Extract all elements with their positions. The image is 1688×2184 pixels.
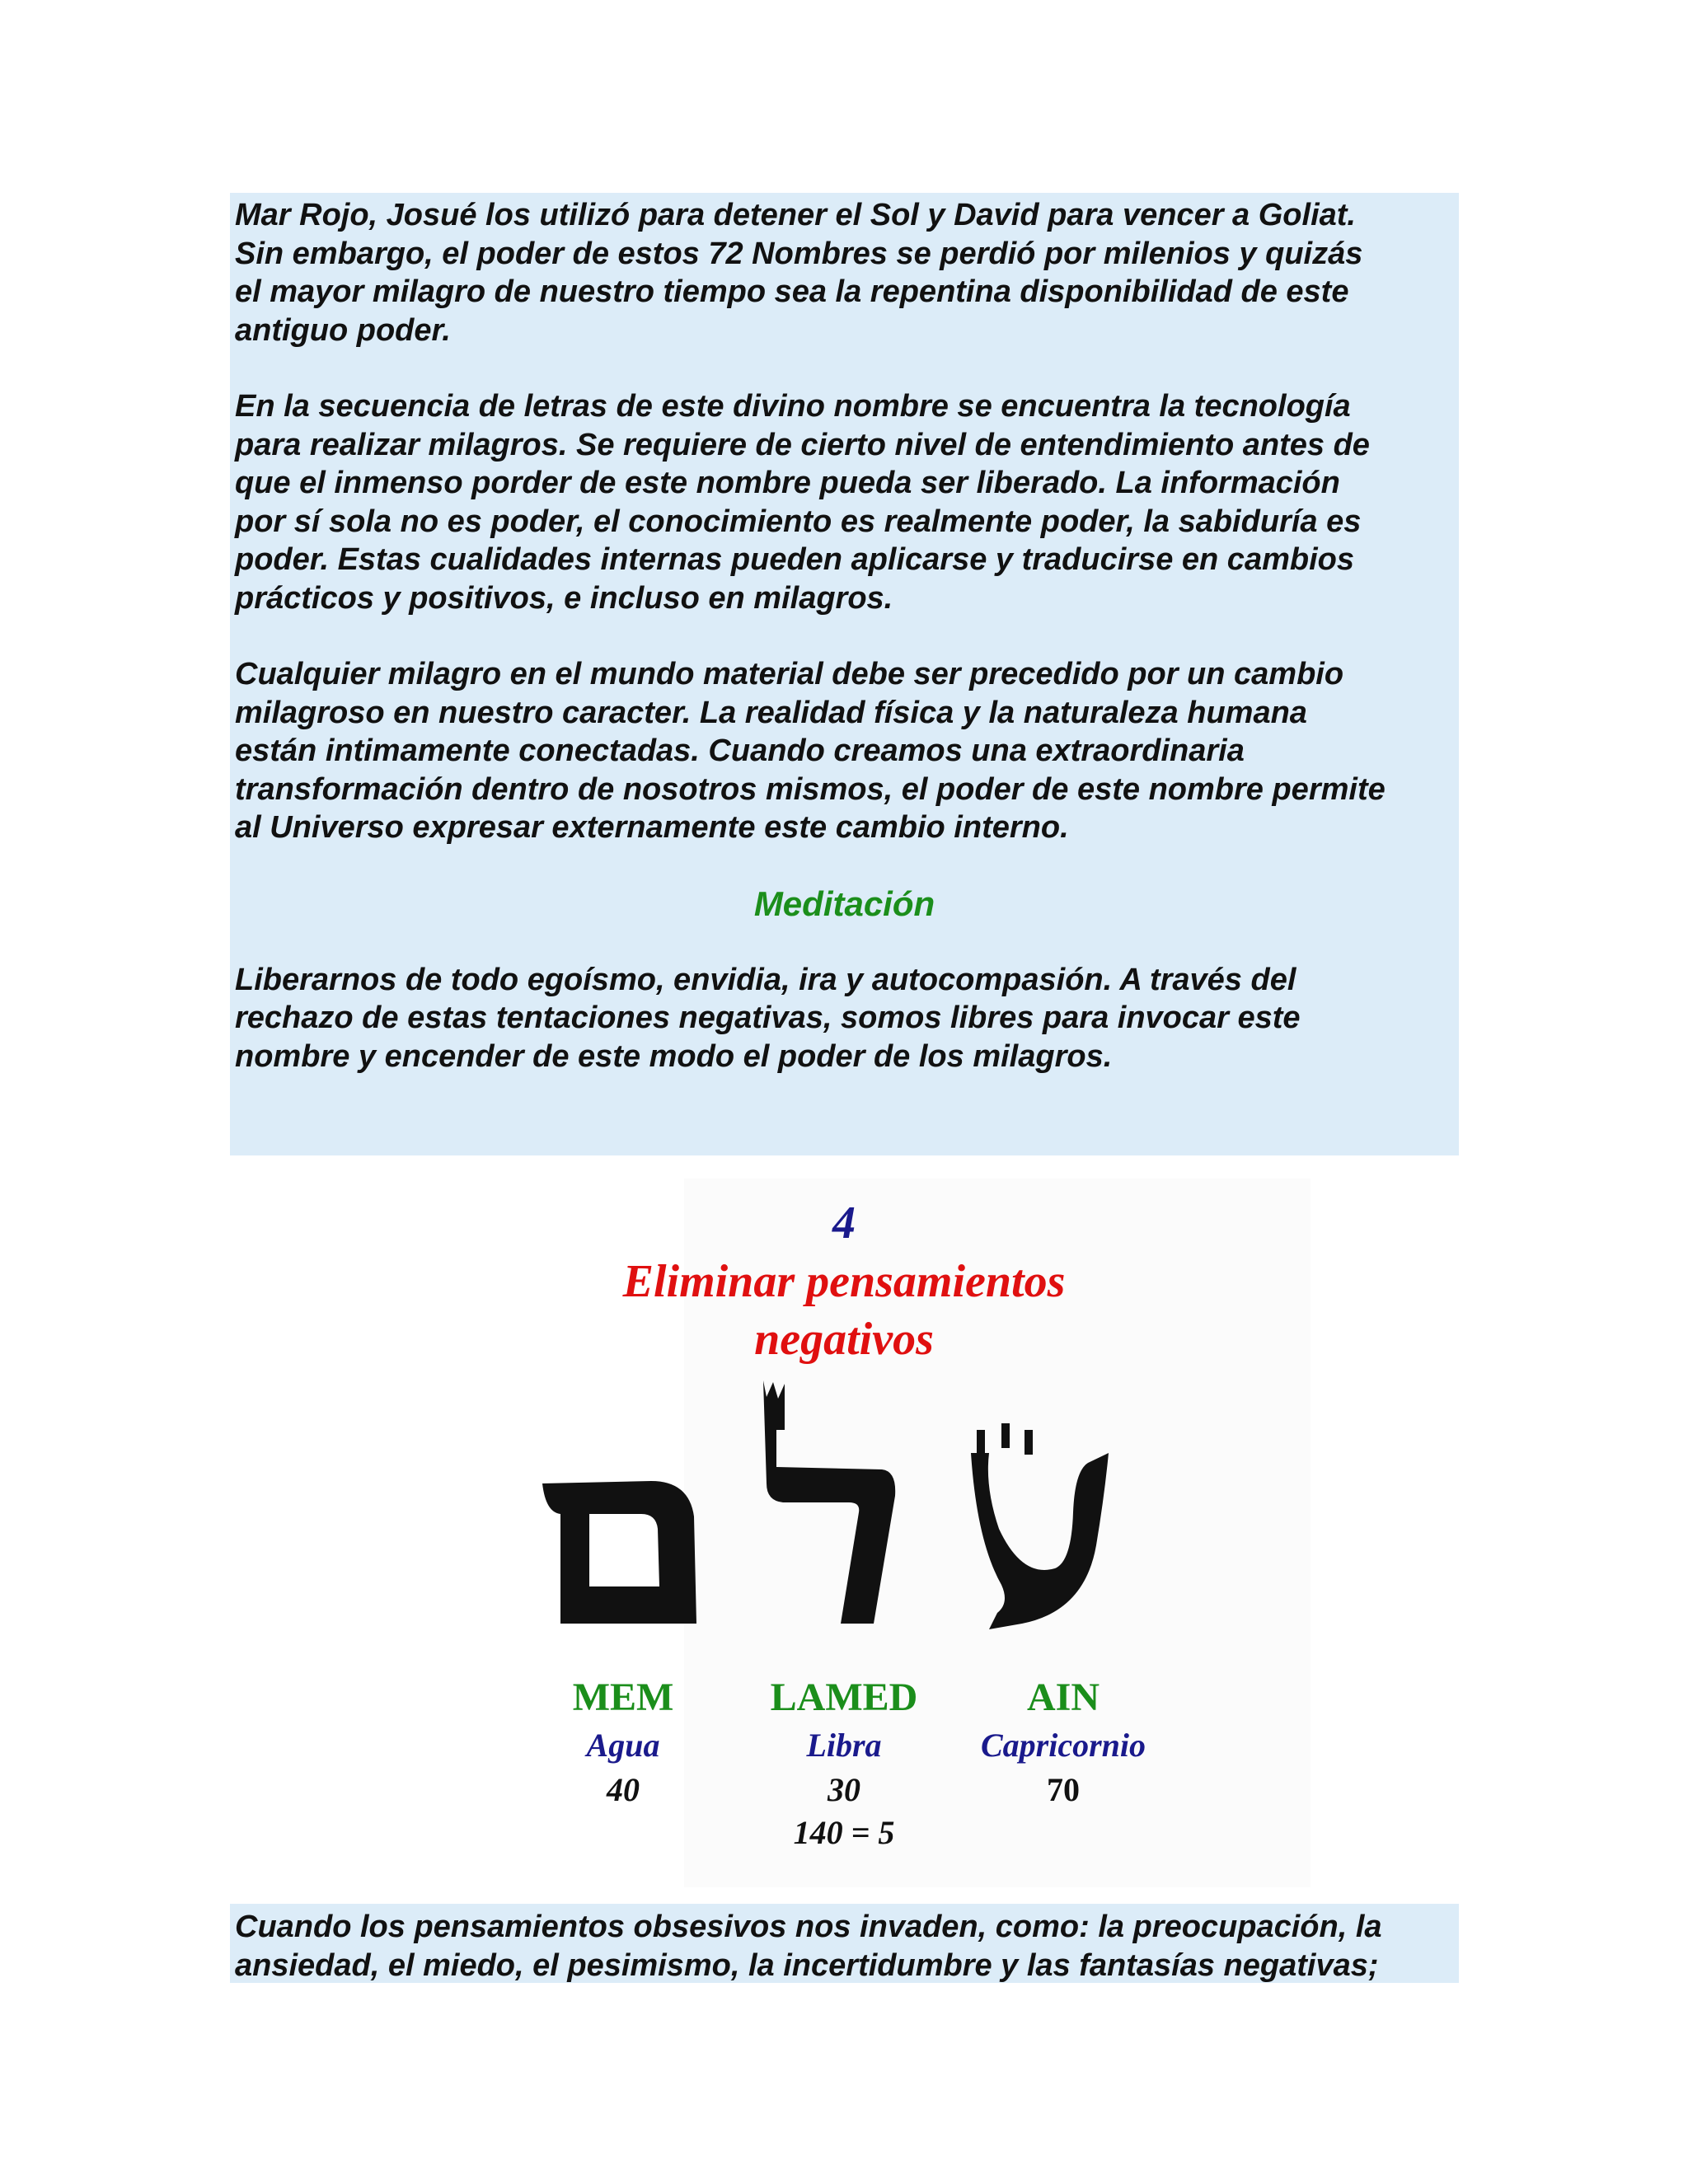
name-title — [0, 1253, 1688, 1368]
meditation-heading: Meditación — [753, 883, 935, 923]
name-title-line-2: negativos — [754, 1314, 934, 1365]
hebrew-letters-illustration — [528, 1372, 1154, 1636]
text-panel-bottom — [230, 1904, 1459, 1983]
letter-sign: Libra — [806, 1727, 882, 1764]
ain-letter-icon — [971, 1423, 1109, 1629]
letter-column-lamed — [737, 1673, 951, 1811]
bottom-paragraph: Cuando los pensamientos obsesivos nos invaden, como: la preocupación, la ansiedad, el miedo, el pesimismo, la incertidumbre y las fantasías negativas; — [235, 1910, 1382, 1983]
letter-column-mem — [516, 1673, 730, 1811]
name-title-line-1: Eliminar pensamientos — [622, 1256, 1066, 1307]
paragraph-1: Mar Rojo, Josué los utilizó para detener el Sol y David para vencer a Goliat. Sin embargo, el poder de estos 72 Nombres se perdió por milenios y quizás el mayor milagro de nuestro tiempo sea la repentina disponibilidad de este antiguo poder. — [235, 198, 1363, 348]
letter-sign: Agua — [586, 1727, 660, 1764]
paragraph-3: Cualquier milagro en el mundo material debe ser precedido por un cambio milagroso en nuestro caracter. La realidad física y la naturaleza humana están intimamente conectadas. Cuando creamos una extraordinaria transformación dentro de nosotros mismos, el poder de este nombre permite al Universo expresar externamente este cambio interno. — [235, 657, 1386, 845]
mem-letter-icon — [542, 1481, 696, 1624]
letter-name: MEM — [572, 1675, 674, 1719]
letter-value: 30 — [828, 1771, 860, 1808]
letter-sign: Capricornio — [980, 1727, 1146, 1764]
paragraph-2: En la secuencia de letras de este divino nombre se encuentra la tecnología para realizar milagros. Se requiere de cierto nivel de entendimiento antes de que el inmenso porder de este nombre pueda ser liberado. La información por sí sola no es poder, el conocimiento es realmente poder, la sabiduría es poder. Estas cualidades internas pueden aplicarse y traducirse en cambios prácticos y positivos, e incluso en milagros. — [235, 389, 1370, 616]
letters-total: 140 = 5 — [793, 1814, 895, 1851]
letter-column-ain — [956, 1673, 1170, 1811]
meditation-text: Liberarnos de todo egoísmo, envidia, ira y autocompasión. A través del rechazo de estas tentaciones negativas, somos libres para invocar este nombre y encender de este modo el poder de los milagros. — [235, 962, 1301, 1074]
letter-value: 70 — [1047, 1771, 1080, 1808]
letter-name: AIN — [1026, 1675, 1100, 1719]
name-number: 4 — [832, 1197, 856, 1249]
lamed-letter-icon — [763, 1380, 895, 1624]
letter-name: LAMED — [770, 1675, 918, 1719]
text-panel-top — [230, 193, 1459, 1155]
letter-value: 40 — [607, 1771, 640, 1808]
